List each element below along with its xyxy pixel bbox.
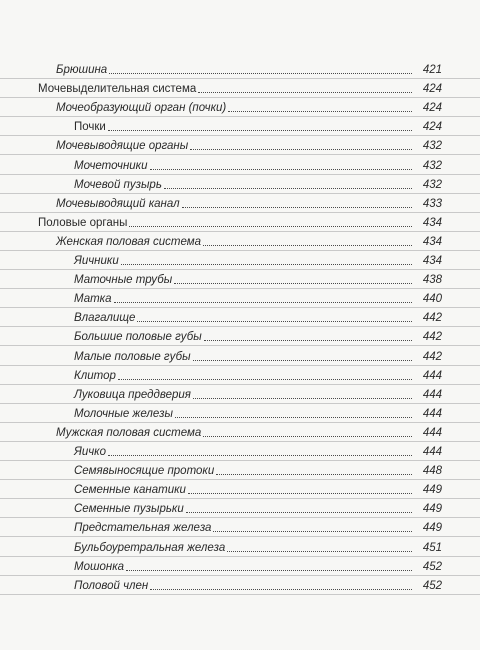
toc-entry — [74, 308, 442, 327]
toc-entry-page-number: 440 — [422, 293, 442, 306]
dot-leader — [108, 130, 412, 131]
toc-entry — [38, 79, 442, 98]
toc-entry — [74, 347, 442, 366]
toc-entry-title: Маточные трубы — [74, 274, 173, 287]
dot-leader — [108, 455, 412, 456]
toc-entry — [56, 136, 442, 155]
dot-leader — [126, 570, 412, 571]
toc-row — [0, 347, 480, 366]
toc-entry-page-number: 432 — [422, 178, 442, 191]
toc-entry-title: Бульбоуретральная железа — [74, 541, 226, 554]
toc-entry — [74, 385, 442, 404]
toc-entry-title: Семенные пузырьки — [74, 503, 184, 516]
toc-entry-page-number: 433 — [422, 197, 442, 210]
toc-entry-page-number: 452 — [422, 579, 442, 592]
toc-row — [0, 499, 480, 518]
toc-entry — [74, 518, 442, 537]
toc-entry-title: Малые половые губы — [74, 350, 191, 363]
dot-leader — [174, 283, 412, 284]
toc-entry — [74, 461, 442, 480]
toc-row — [0, 557, 480, 576]
toc-row — [0, 442, 480, 461]
toc-entry — [56, 194, 442, 213]
toc-row — [0, 175, 480, 194]
toc-row — [0, 194, 480, 213]
toc-entry-title: Яичко — [74, 446, 107, 458]
toc-entry-title: Матка — [74, 293, 112, 306]
toc-entry-title: Мочеточники — [74, 159, 148, 172]
toc-entry-page-number: 451 — [422, 541, 442, 554]
toc-entry-page-number: 434 — [422, 255, 442, 267]
dot-leader — [190, 149, 412, 150]
toc-entry — [74, 117, 442, 136]
toc-row — [0, 117, 480, 136]
toc-entry — [74, 404, 442, 423]
toc-entry-title: Мужская половая система — [56, 426, 202, 439]
toc-entry — [74, 270, 442, 289]
toc-entry-page-number: 424 — [422, 102, 442, 115]
toc-row — [0, 461, 480, 480]
toc-entry-title: Мошонка — [74, 560, 125, 573]
toc-entry — [74, 442, 442, 461]
dot-leader — [114, 302, 412, 303]
dot-leader — [216, 474, 412, 475]
dot-leader — [193, 398, 412, 399]
toc-entry-title: Семенные канатики — [74, 484, 186, 497]
dot-leader — [164, 188, 412, 189]
toc-row — [0, 213, 480, 232]
toc-entry-title: Влагалище — [74, 312, 136, 325]
toc-entry-page-number: 444 — [422, 407, 442, 420]
dot-leader — [150, 589, 412, 590]
dot-leader — [204, 340, 412, 341]
toc-row — [0, 423, 480, 442]
toc-entry-title: Клитор — [74, 369, 116, 382]
toc-entry-page-number: 449 — [422, 484, 442, 497]
toc-entry-page-number: 449 — [422, 522, 442, 535]
toc-row — [0, 327, 480, 346]
toc-row — [0, 289, 480, 308]
dot-leader — [198, 92, 412, 93]
dot-leader — [109, 73, 412, 74]
toc-entry-title: Половой член — [74, 579, 149, 592]
toc-entry-title: Мочевыводящие органы — [56, 140, 189, 153]
toc-entry-page-number: 442 — [422, 350, 442, 363]
toc-entry — [74, 576, 442, 595]
dot-leader — [129, 226, 412, 227]
toc-row — [0, 232, 480, 251]
toc-entry-page-number: 449 — [422, 503, 442, 516]
toc-entry — [56, 232, 442, 251]
toc-entry-page-number: 424 — [422, 83, 442, 96]
dot-leader — [186, 512, 412, 513]
dot-leader — [227, 551, 412, 552]
toc-entry-page-number: 421 — [422, 64, 442, 76]
dot-leader — [150, 169, 412, 170]
toc-row — [0, 270, 480, 289]
toc-entry-page-number: 444 — [422, 426, 442, 439]
toc-entry — [38, 213, 442, 232]
toc-entry-page-number: 438 — [422, 274, 442, 287]
toc-entry-page-number: 434 — [422, 235, 442, 248]
toc-row — [0, 156, 480, 175]
dot-leader — [175, 417, 412, 418]
toc-entry-title: Мочеобразующий орган (почки) — [56, 102, 227, 115]
toc-entry — [74, 289, 442, 308]
toc-entry-title: Яичники — [74, 255, 119, 267]
toc-entry — [74, 538, 442, 557]
toc-row — [0, 480, 480, 499]
toc-entry-title: Мочевой пузырь — [74, 178, 162, 191]
dot-leader — [203, 245, 412, 246]
toc-entry-title: Молочные железы — [74, 407, 173, 420]
toc-entry — [74, 175, 442, 194]
dot-leader — [188, 493, 412, 494]
dot-leader — [121, 264, 412, 265]
toc-entry-title: Предстательная железа — [74, 522, 212, 535]
toc-entry-page-number: 432 — [422, 159, 442, 172]
toc-row — [0, 538, 480, 557]
toc-row — [0, 518, 480, 537]
toc-row — [0, 60, 480, 79]
toc-entry-title: Семявыносящие протоки — [74, 465, 215, 478]
toc-row — [0, 308, 480, 327]
dot-leader — [213, 531, 412, 532]
dot-leader — [118, 379, 412, 380]
toc-entry — [74, 499, 442, 518]
toc-entry — [74, 156, 442, 175]
toc-entry-page-number: 442 — [422, 312, 442, 325]
dot-leader — [182, 207, 412, 208]
toc-entry-title: Женская половая система — [56, 235, 202, 248]
toc-entry-page-number: 442 — [422, 331, 442, 344]
toc-entry-page-number: 444 — [422, 446, 442, 458]
toc-entry-page-number: 434 — [422, 216, 442, 229]
toc-entry-title: Мочевыделительная система — [38, 83, 197, 96]
toc-row — [0, 404, 480, 423]
dot-leader — [203, 436, 412, 437]
toc-entry-title: Мочевыводящий канал — [56, 197, 180, 210]
toc-entry-page-number: 432 — [422, 140, 442, 153]
toc-row — [0, 98, 480, 117]
toc-entry-title: Половые органы — [38, 216, 128, 229]
toc-entry — [74, 366, 442, 385]
toc-row — [0, 576, 480, 595]
toc-entry-title: Большие половые губы — [74, 331, 202, 344]
toc-entry — [56, 423, 442, 442]
toc-entry — [56, 98, 442, 117]
toc-row — [0, 385, 480, 404]
toc-row — [0, 251, 480, 270]
toc-entry-page-number: 448 — [422, 465, 442, 478]
toc-entry — [74, 480, 442, 499]
toc-entry-page-number: 444 — [422, 388, 442, 401]
toc-entry — [56, 60, 442, 79]
toc-entry-title: Луковица преддверия — [74, 388, 191, 401]
toc-entry — [74, 557, 442, 576]
toc-entry-page-number: 444 — [422, 369, 442, 382]
dot-leader — [137, 321, 412, 322]
toc-entry-title: Брюшина — [56, 64, 108, 76]
toc-entry-page-number: 424 — [422, 121, 442, 134]
toc-entry — [74, 251, 442, 270]
toc-row — [0, 366, 480, 385]
dot-leader — [228, 111, 412, 112]
toc-entry — [74, 327, 442, 346]
toc-entry-title: Почки — [74, 121, 106, 134]
toc-entry-page-number: 452 — [422, 560, 442, 573]
toc-row — [0, 136, 480, 155]
toc-row — [0, 79, 480, 98]
dot-leader — [193, 360, 412, 361]
